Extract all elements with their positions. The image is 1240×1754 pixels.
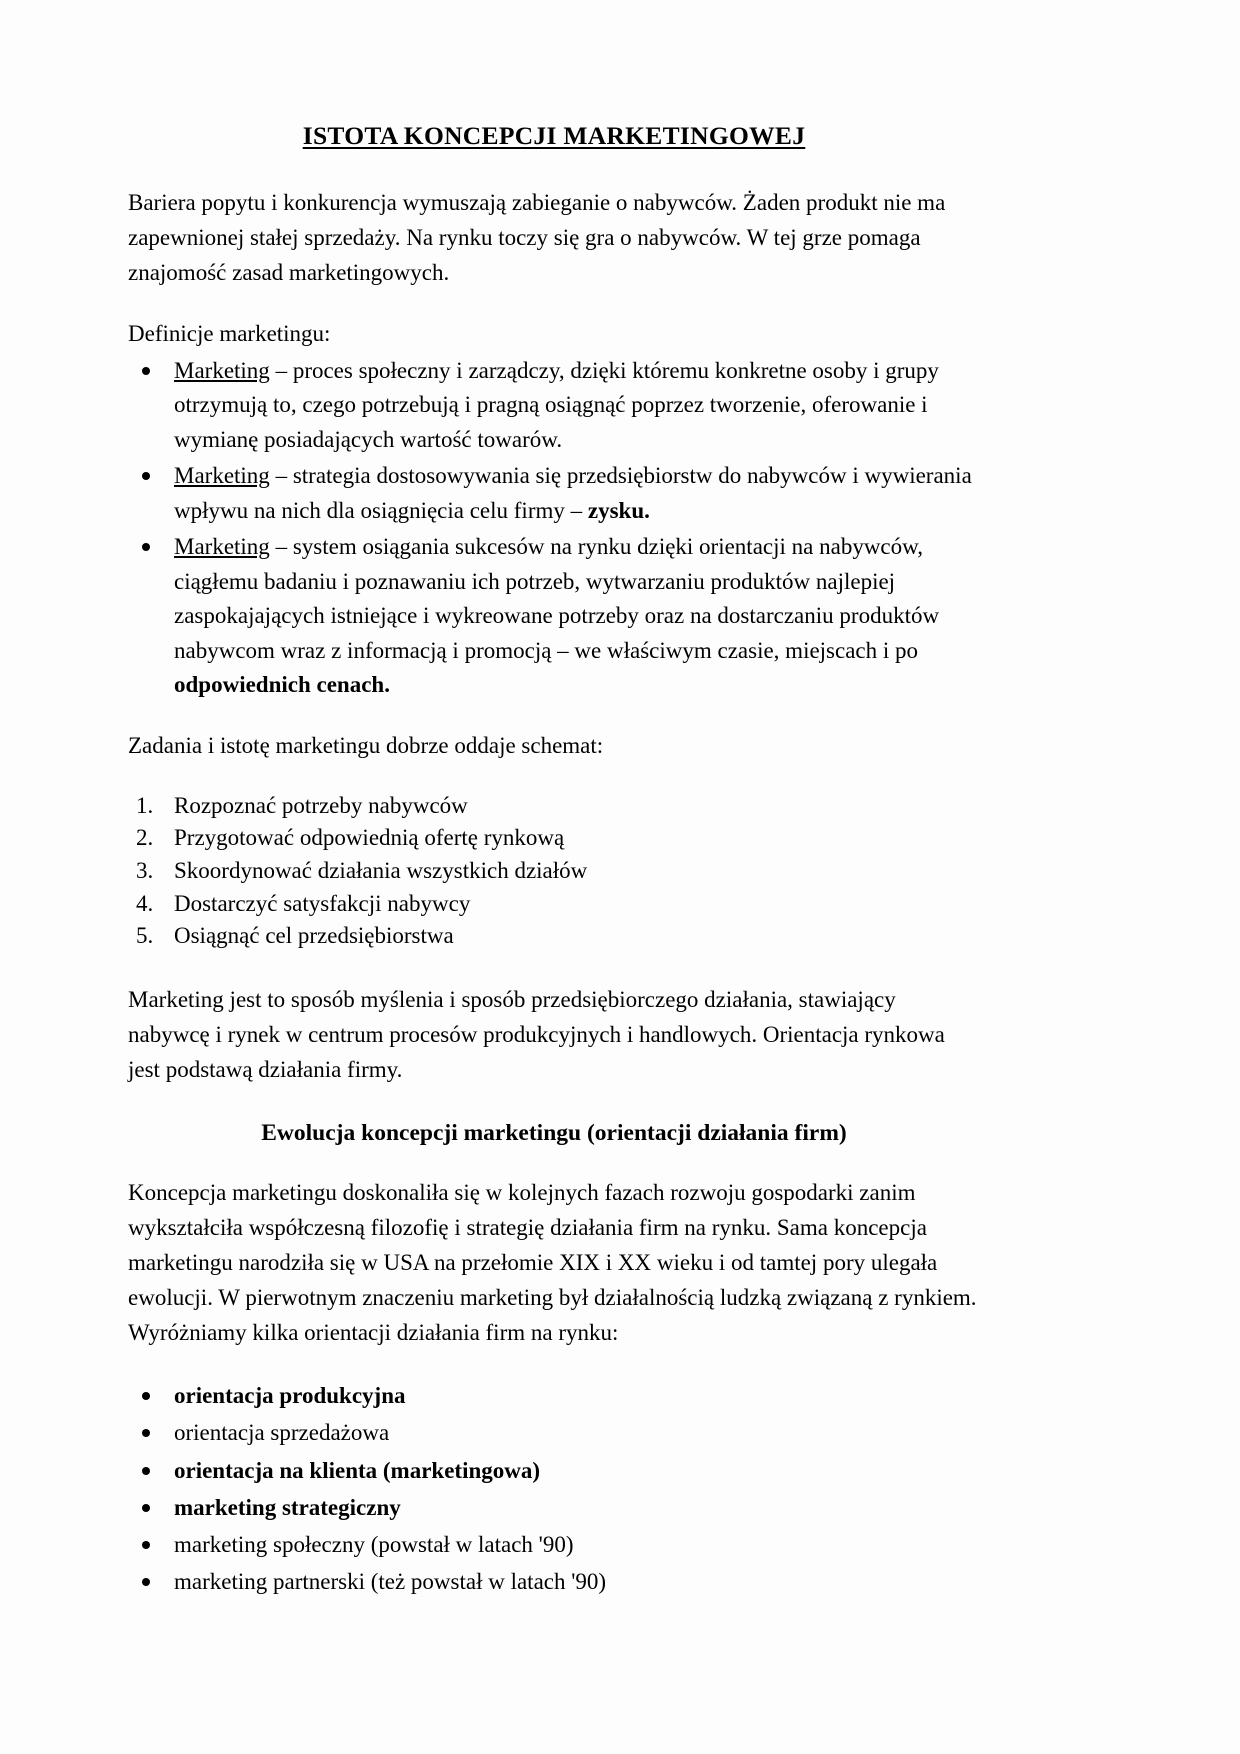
list-item: Osiągnąć cel przedsiębiorstwa — [174, 923, 454, 949]
list-item: Przygotować odpowiednią ofertę rynkową — [174, 825, 565, 851]
document-content — [128, 120, 980, 1601]
list-item: marketing strategiczny — [128, 1489, 980, 1526]
intro-paragraph: Bariera popytu i konkurencja wymuszają zabieganie o nabywców. Żaden produkt nie ma zapewnionej stałej sprzedaży. Na rynku toczy się gra o nabywców. W tej grze pomaga znajomość zasad marketingowych. — [128, 189, 946, 285]
definition-term: Marketing — [174, 534, 270, 560]
page-title — [128, 120, 980, 152]
list-item: marketing partnerski (też powstał w latach '90) — [128, 1563, 980, 1600]
orientations-list — [128, 1377, 980, 1601]
schema-steps-list — [128, 790, 980, 953]
definition-emphasis: odpowiednich cenach. — [174, 672, 390, 698]
list-item — [128, 459, 980, 528]
definition-body: – system osiągania sukcesów na rynku dzięki orientacji na nabywców, ciągłemu badaniu i poznawaniu ich potrzeb, wytwarzaniu produktów najlepiej zaspokajających istniejące i wykreowane potrzeby oraz na dostarczaniu produktów nabywcom wraz z informacją i promocją – we właściwym czasie, miejscach i po — [174, 534, 940, 663]
list-item: Skoordynować działania wszystkich działów — [174, 857, 588, 883]
definition-term: Marketing — [174, 357, 270, 383]
definition-term: Marketing — [174, 463, 270, 489]
definitions-label: Definicje marketingu: — [128, 320, 331, 346]
list-item: Dostarczyć satysfakcji nabywcy — [174, 890, 471, 916]
definitions-list — [128, 354, 980, 703]
definition-body: – strategia dostosowywania się przedsiębiorstw do nabywców i wywierania wpływu na nich dla osiągnięcia celu firmy – — [174, 463, 972, 523]
list-item: orientacja produkcyjna — [128, 1377, 980, 1414]
definition-emphasis: zysku. — [587, 497, 650, 523]
page-title-text: ISTOTA KONCEPCJI MARKETINGOWEJ — [302, 121, 806, 150]
evolution-paragraph: Koncepcja marketingu doskonaliła się w kolejnych fazach rozwoju gospodarki zanim wykształciła współczesną filozofię i strategię działania firm na rynku. Sama koncepcja marketingu narodziła się w USA na przełomie XIX i XX wieku i od tamtej pory ulegała ewolucji. W pierwotnym znaczeniu marketing był działalnością ludzką związaną z rynkiem. Wyróżniamy kilka orientacji działania firm na rynku: — [128, 1180, 977, 1346]
list-item: Rozpoznać potrzeby nabywców — [174, 792, 468, 818]
list-item — [128, 354, 980, 458]
summary-paragraph: Marketing jest to sposób myślenia i sposób przedsiębiorczego działania, stawiający nabywcę i rynek w centrum procesów produkcyjnych i handlowych. Orientacja rynkowa jest podstawą działania firmy. — [128, 986, 945, 1082]
list-item — [128, 530, 980, 703]
list-item: orientacja na klienta (marketingowa) — [128, 1452, 980, 1489]
schema-intro-paragraph: Zadania i istotę marketingu dobrze oddaje schemat: — [128, 732, 604, 758]
section-heading: Ewolucja koncepcji marketingu (orientacji działania firm) — [261, 1119, 847, 1146]
list-item: marketing społeczny (powstał w latach '90) — [128, 1526, 980, 1563]
definition-body: – proces społeczny i zarządczy, dzięki któremu konkretne osoby i grupy otrzymują to, czego potrzebują i pragną osiągnąć poprzez tworzenie, oferowanie i wymianę posiadających wartość towarów. — [174, 357, 939, 452]
list-item: orientacja sprzedażowa — [128, 1414, 980, 1451]
